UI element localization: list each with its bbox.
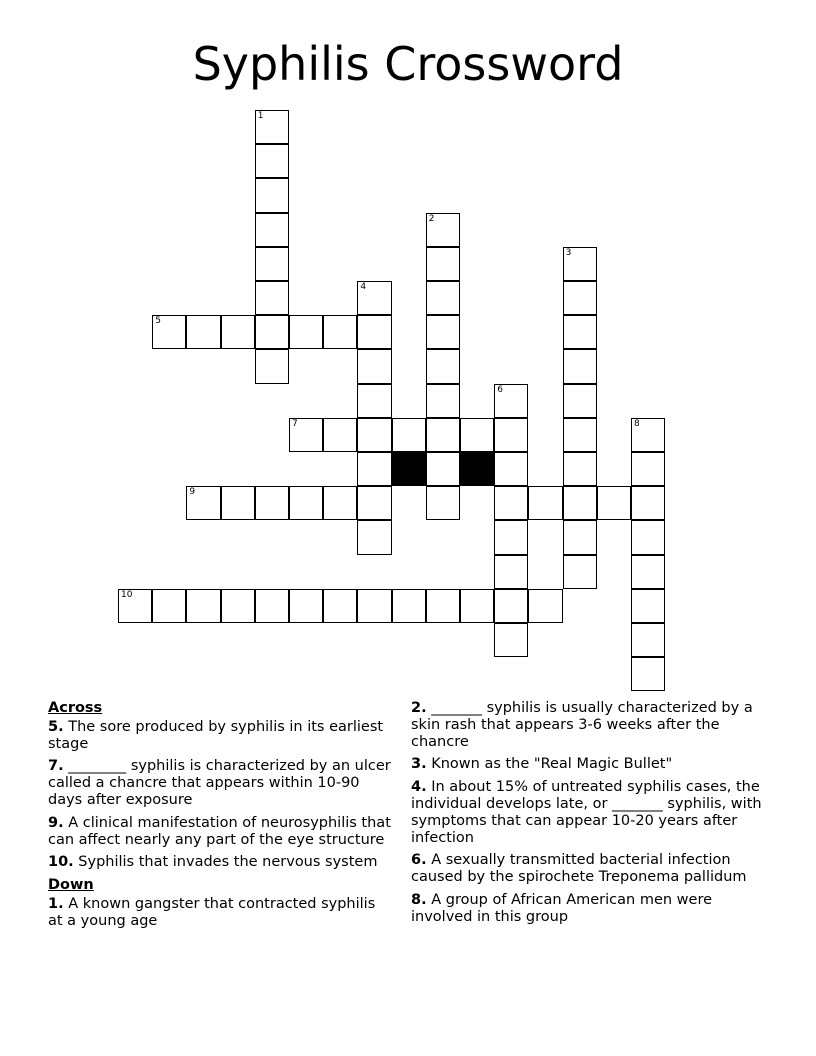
crossword-cell[interactable] <box>255 178 289 212</box>
clue-number-label: 3 <box>565 247 572 258</box>
crossword-cell[interactable] <box>563 486 597 520</box>
crossword-cell[interactable] <box>631 452 665 486</box>
crossword-block <box>392 452 426 486</box>
crossword-cell[interactable] <box>426 247 460 281</box>
crossword-cell[interactable] <box>563 281 597 315</box>
clues-column-left <box>48 700 393 936</box>
crossword-cell[interactable] <box>494 589 528 623</box>
crossword-cell[interactable] <box>152 315 186 349</box>
crossword-cell[interactable] <box>357 418 391 452</box>
crossword-cell[interactable] <box>426 452 460 486</box>
crossword-cell[interactable] <box>494 520 528 554</box>
crossword-cell[interactable] <box>221 589 255 623</box>
crossword-cell[interactable] <box>494 418 528 452</box>
crossword-cell[interactable] <box>631 555 665 589</box>
crossword-cell[interactable] <box>631 623 665 657</box>
crossword-cell[interactable] <box>494 555 528 589</box>
crossword-cell[interactable] <box>255 110 289 144</box>
crossword-cell[interactable] <box>528 589 562 623</box>
clue-down-3 <box>411 756 771 773</box>
clue-down-8 <box>411 892 771 926</box>
clue-across-9 <box>48 815 393 849</box>
clue-number: 9. <box>48 814 64 831</box>
clue-text: A sexually transmitted bacterial infection caused by the spirochete Treponema pallidum <box>411 852 747 886</box>
clue-number: 2. <box>411 700 427 716</box>
crossword-cell[interactable] <box>186 315 220 349</box>
crossword-cell[interactable] <box>255 213 289 247</box>
crossword-cell[interactable] <box>255 247 289 281</box>
clue-text: Known as the "Real Magic Bullet" <box>431 756 673 773</box>
clue-number-label: 4 <box>360 282 367 292</box>
crossword-cell[interactable] <box>563 520 597 554</box>
clue-number: 3. <box>411 756 427 773</box>
crossword-cell[interactable] <box>631 418 665 452</box>
clue-across-5 <box>48 719 393 753</box>
crossword-cell[interactable] <box>563 452 597 486</box>
crossword-block <box>460 452 494 486</box>
crossword-cell[interactable] <box>186 486 220 520</box>
crossword-cell[interactable] <box>426 418 460 452</box>
clue-number: 8. <box>411 891 427 908</box>
crossword-cell[interactable] <box>152 589 186 623</box>
clue-number-label: 5 <box>155 316 161 327</box>
crossword-cell[interactable] <box>494 384 528 418</box>
crossword-cell[interactable] <box>426 486 460 520</box>
crossword-cell[interactable] <box>289 589 323 623</box>
crossword-cell[interactable] <box>631 486 665 520</box>
crossword-cell[interactable] <box>357 281 391 315</box>
clue-text: In about 15% of untreated syphilis cases, the individual develops late, or _______ syphilis, with symptoms that can appear 10-20 years after infection <box>411 779 762 846</box>
crossword-cell[interactable] <box>289 486 323 520</box>
crossword-cell[interactable] <box>357 315 391 349</box>
clue-text: A clinical manifestation of neurosyphilis that can affect nearly any part of the eye structure <box>48 814 391 848</box>
crossword-cell[interactable] <box>323 418 357 452</box>
clue-number-label: 2 <box>428 213 435 224</box>
crossword-cell[interactable] <box>357 486 391 520</box>
crossword-cell[interactable] <box>221 315 255 349</box>
clue-down-2 <box>411 700 771 750</box>
clue-text: _______ syphilis is usually characterized by a skin rash that appears 3-6 weeks after the chancre <box>411 700 753 750</box>
crossword-cell[interactable] <box>563 384 597 418</box>
clue-text: Syphilis that invades the nervous system <box>78 854 378 871</box>
crossword-cell[interactable] <box>426 349 460 383</box>
clue-number: 6. <box>411 852 427 869</box>
crossword-cell[interactable] <box>255 486 289 520</box>
crossword-cell[interactable] <box>118 589 152 623</box>
crossword-cell[interactable] <box>631 520 665 554</box>
crossword-cell[interactable] <box>494 486 528 520</box>
crossword-cell[interactable] <box>631 589 665 623</box>
clue-text: The sore produced by syphilis in its earliest stage <box>48 718 384 752</box>
clue-number-label: 7 <box>292 418 298 429</box>
clues-column-right <box>411 700 771 932</box>
clue-number: 7. <box>48 758 64 775</box>
crossword-cell[interactable] <box>563 418 597 452</box>
clue-number-label: 6 <box>497 384 503 395</box>
crossword-cell[interactable] <box>357 384 391 418</box>
clue-text: ________ syphilis is characterized by an ulcer called a chancre that appears within 10-90 days after exposure <box>48 758 391 808</box>
crossword-cell[interactable] <box>392 418 426 452</box>
crossword-cell[interactable] <box>392 589 426 623</box>
clue-down-4 <box>411 779 771 846</box>
clue-across-10 <box>48 854 393 871</box>
clue-down-1 <box>48 896 393 930</box>
clue-down-6 <box>411 852 771 886</box>
crossword-cell[interactable] <box>289 315 323 349</box>
crossword-cell[interactable] <box>323 315 357 349</box>
down-heading: Down <box>48 877 94 894</box>
crossword-cell[interactable] <box>426 384 460 418</box>
page-title: Syphilis Crossword <box>192 37 624 91</box>
crossword-cell[interactable] <box>563 349 597 383</box>
crossword-cell[interactable] <box>255 315 289 349</box>
clue-number: 10. <box>48 854 74 871</box>
crossword-cell[interactable] <box>221 486 255 520</box>
clue-number-label: 9 <box>189 487 196 498</box>
clue-text: A group of African American men were involved in this group <box>411 891 713 925</box>
crossword-cell[interactable] <box>357 452 391 486</box>
clue-number: 5. <box>48 718 64 735</box>
crossword-cell[interactable] <box>255 589 289 623</box>
clue-number: 1. <box>48 895 64 912</box>
across-heading: Across <box>48 700 103 716</box>
clue-number-label: 1 <box>257 111 264 121</box>
crossword-cell[interactable] <box>255 144 289 178</box>
clue-text: A known gangster that contracted syphilis at a young age <box>48 895 376 929</box>
crossword-cell[interactable] <box>186 589 220 623</box>
crossword-cell[interactable] <box>460 418 494 452</box>
crossword-cell[interactable] <box>289 418 323 452</box>
crossword-cell[interactable] <box>563 247 597 281</box>
crossword-cell[interactable] <box>323 486 357 520</box>
crossword-cell[interactable] <box>528 486 562 520</box>
clue-number: 4. <box>411 779 427 796</box>
crossword-cell[interactable] <box>426 315 460 349</box>
crossword-cell[interactable] <box>563 555 597 589</box>
clue-number-label: 8 <box>634 418 640 429</box>
crossword-cell[interactable] <box>357 520 391 554</box>
crossword-cell[interactable] <box>597 486 631 520</box>
crossword-cell[interactable] <box>426 213 460 247</box>
clue-number-label: 10 <box>121 589 133 600</box>
crossword-cell[interactable] <box>426 589 460 623</box>
crossword-cell[interactable] <box>460 589 494 623</box>
crossword-cell[interactable] <box>494 623 528 657</box>
crossword-cell[interactable] <box>357 349 391 383</box>
crossword-cell[interactable] <box>357 589 391 623</box>
clue-across-7 <box>48 758 393 808</box>
crossword-cell[interactable] <box>255 281 289 315</box>
crossword-cell[interactable] <box>255 349 289 383</box>
crossword-cell[interactable] <box>494 452 528 486</box>
crossword-cell[interactable] <box>631 657 665 691</box>
crossword-cell[interactable] <box>426 281 460 315</box>
crossword-cell[interactable] <box>563 315 597 349</box>
crossword-cell[interactable] <box>323 589 357 623</box>
